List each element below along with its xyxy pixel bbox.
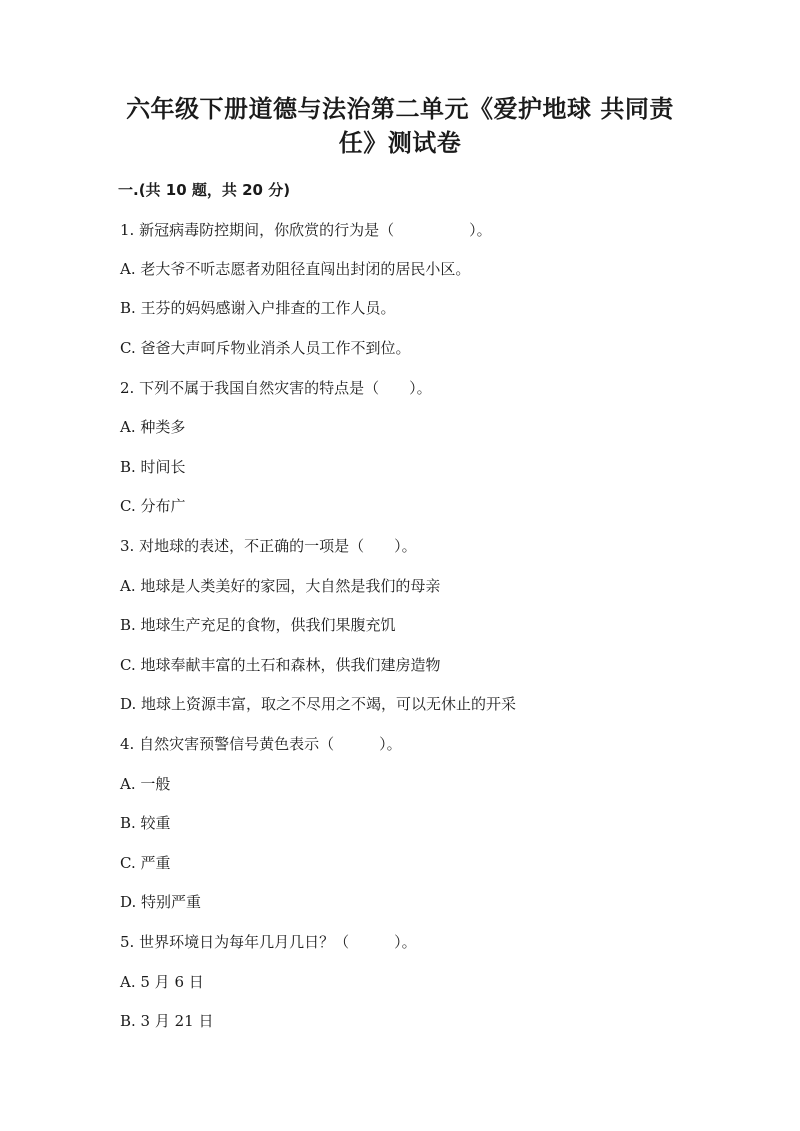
question-4-stem: 4. 自然灾害预警信号黄色表示（ ）。 (120, 735, 402, 753)
question-5-stem: 5. 世界环境日为每年几月几日？（ ）。 (120, 933, 417, 951)
title-line-2: 任》测试卷 (338, 129, 462, 157)
question-3-option-a: A. 地球是人类美好的家园，大自然是我们的母亲 (120, 577, 441, 595)
question-1-option-c: C. 爸爸大声呵斥物业消杀人员工作不到位。 (120, 339, 411, 357)
question-2-stem: 2. 下列不属于我国自然灾害的特点是（ ）。 (120, 379, 432, 397)
question-1-option-a: A. 老大爷不听志愿者劝阻径直闯出封闭的居民小区。 (120, 260, 471, 278)
question-3-option-d: D. 地球上资源丰富，取之不尽用之不竭，可以无休止的开采 (120, 695, 517, 713)
question-5-option-a: A. 5 月 6 日 (120, 973, 204, 991)
question-1-stem: 1. 新冠病毒防控期间，你欣赏的行为是（ ）。 (120, 221, 492, 239)
question-3-option-b: B. 地球生产充足的食物，供我们果腹充饥 (120, 616, 396, 634)
question-2-option-c: C. 分布广 (120, 497, 186, 515)
question-3-stem: 3. 对地球的表述，不正确的一项是（ ）。 (120, 537, 417, 555)
question-2-option-a: A. 种类多 (120, 418, 186, 436)
question-5-option-b: B. 3 月 21 日 (120, 1012, 214, 1030)
question-4-option-a: A. 一般 (120, 775, 171, 793)
question-2-option-b: B. 时间长 (120, 458, 186, 476)
section-heading: 一.(共 10 题，共 20 分) (118, 181, 291, 199)
page-title (100, 92, 700, 160)
question-4-option-c: C. 严重 (120, 854, 171, 872)
title-line-1: 六年级下册道德与法治第二单元《爱护地球 共同责 (126, 95, 674, 123)
question-4-option-d: D. 特别严重 (120, 893, 202, 911)
question-3-option-c: C. 地球奉献丰富的土石和森林，供我们建房造物 (120, 656, 441, 674)
question-4-option-b: B. 较重 (120, 814, 171, 832)
question-1-option-b: B. 王芬的妈妈感谢入户排查的工作人员。 (120, 299, 396, 317)
